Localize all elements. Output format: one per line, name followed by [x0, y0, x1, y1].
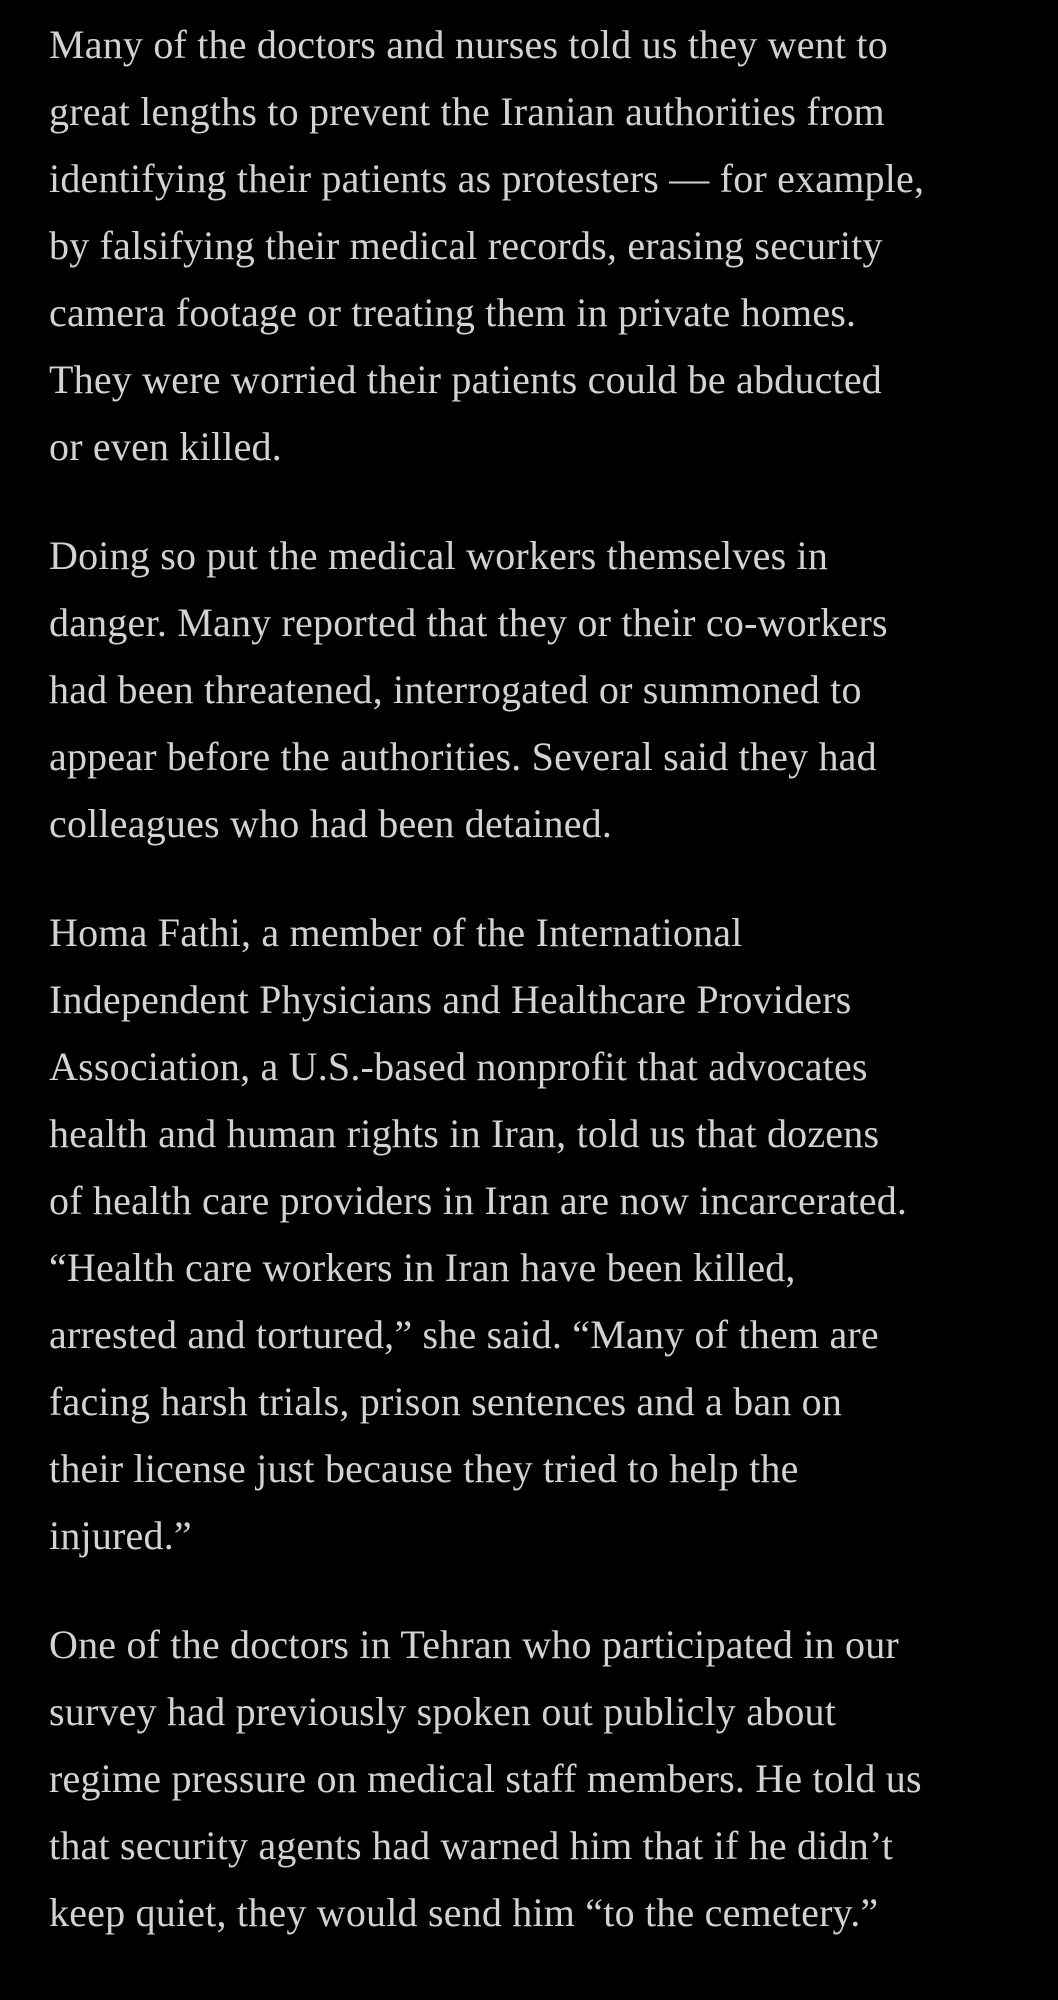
- text-line: regime pressure on medical staff members. He told us: [49, 1756, 922, 1801]
- text-line: or even killed.: [49, 424, 282, 469]
- text-line: Doing so put the medical workers themselves in: [49, 533, 829, 578]
- text-line: health and human rights in Iran, told us that dozens: [49, 1111, 880, 1156]
- text-line: Independent Physicians and Healthcare Providers: [49, 977, 852, 1022]
- text-line: survey had previously spoken out publicly about: [49, 1689, 837, 1734]
- article-paragraph: [49, 1611, 1058, 1946]
- text-line: colleagues who had been detained.: [49, 801, 613, 846]
- text-line: “Health care workers in Iran have been killed,: [49, 1245, 796, 1290]
- text-line: They were worried their patients could be abducted: [49, 357, 883, 402]
- text-line: arrested and tortured,” she said. “Many of them are: [49, 1312, 879, 1357]
- text-line: Association, a U.S.-based nonprofit that advocates: [49, 1044, 868, 1089]
- text-line: facing harsh trials, prison sentences and a ban on: [49, 1379, 843, 1424]
- text-line: their license just because they tried to help the: [49, 1446, 799, 1491]
- text-line: danger. Many reported that they or their co-workers: [49, 600, 888, 645]
- text-line: by falsifying their medical records, erasing security: [49, 223, 883, 268]
- text-line: great lengths to prevent the Iranian authorities from: [49, 89, 885, 134]
- text-line: appear before the authorities. Several said they had: [49, 734, 877, 779]
- text-line: identifying their patients as protesters — for example,: [49, 156, 925, 201]
- text-line: camera footage or treating them in private homes.: [49, 290, 857, 335]
- article-paragraph: [49, 11, 1058, 480]
- article-paragraph: [49, 899, 1058, 1569]
- text-line: keep quiet, they would send him “to the cemetery.”: [49, 1890, 879, 1935]
- text-line: Many of the doctors and nurses told us they went to: [49, 22, 888, 67]
- text-line: of health care providers in Iran are now incarcerated.: [49, 1178, 908, 1223]
- text-line: One of the doctors in Tehran who participated in our: [49, 1622, 899, 1667]
- text-line: had been threatened, interrogated or summoned to: [49, 667, 862, 712]
- article-paragraph: [49, 522, 1058, 857]
- text-line: that security agents had warned him that if he didn’t: [49, 1823, 894, 1868]
- text-line: injured.”: [49, 1513, 192, 1558]
- text-line: Homa Fathi, a member of the International: [49, 910, 743, 955]
